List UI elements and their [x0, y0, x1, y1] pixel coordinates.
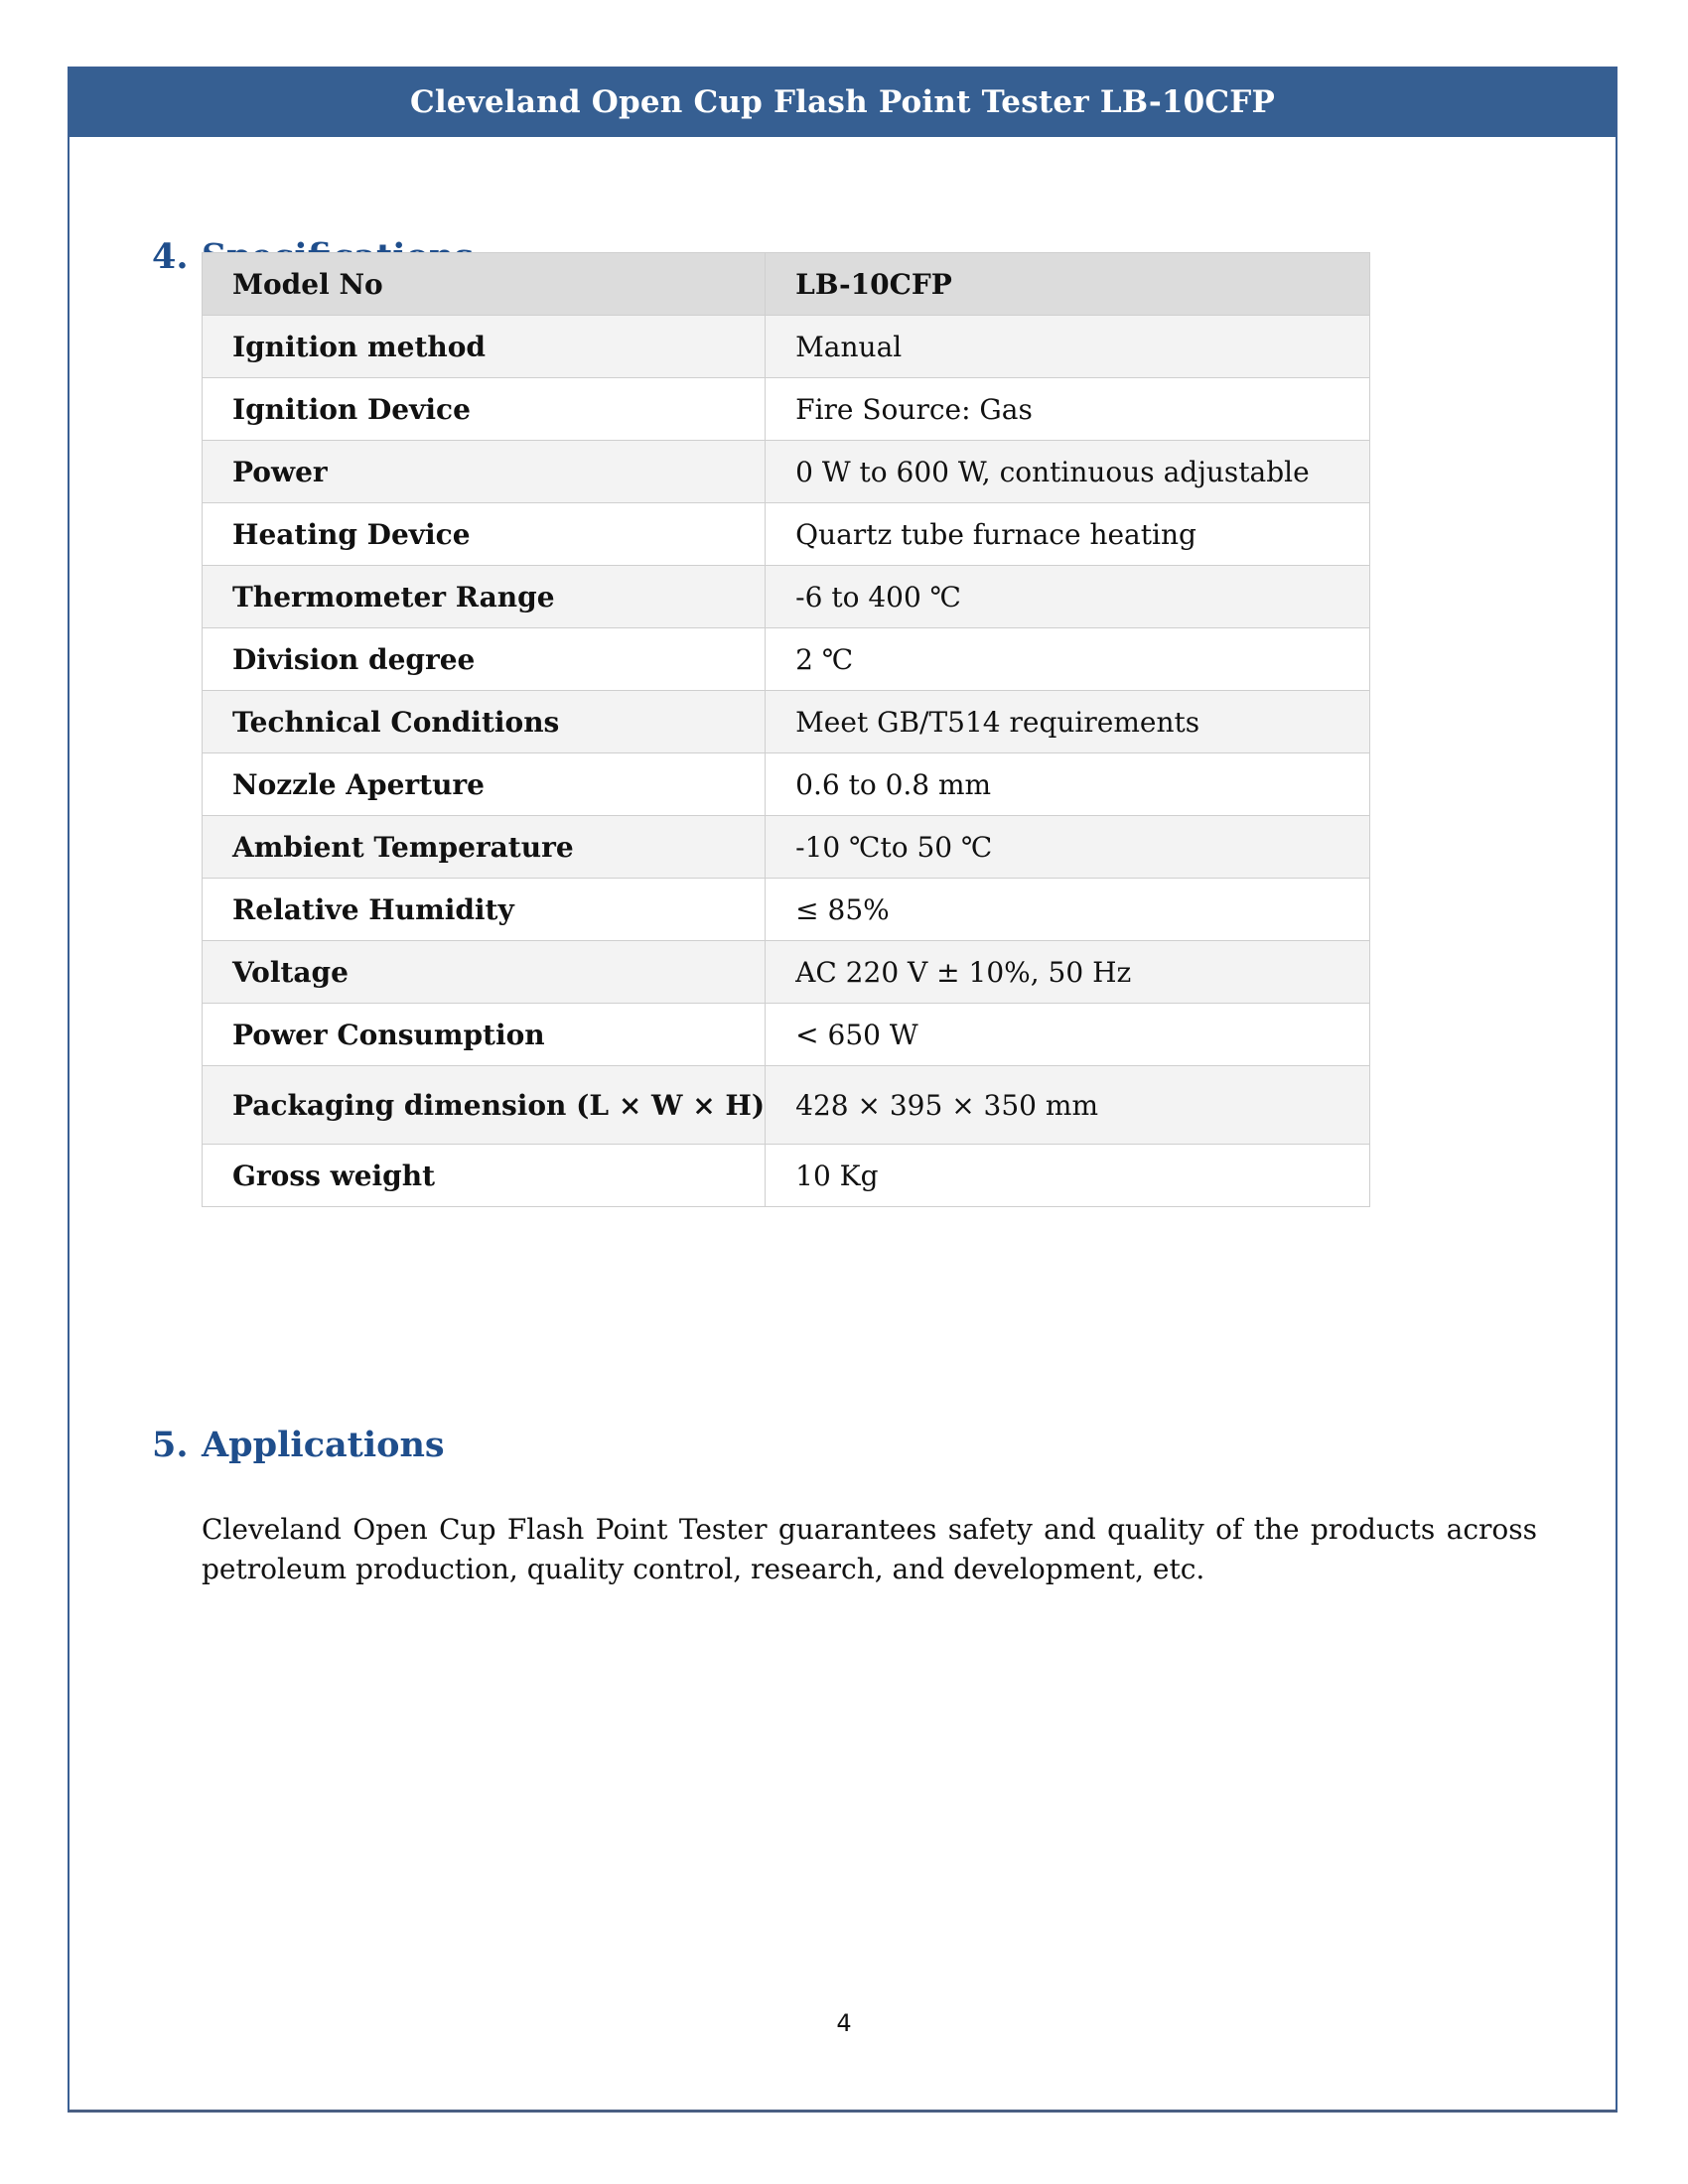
spec-label: Ambient Temperature: [203, 816, 766, 879]
spec-label: Technical Conditions: [203, 691, 766, 753]
table-row: [203, 879, 1370, 941]
spec-value: -10 ℃to 50 ℃: [766, 816, 1370, 879]
spec-label: Power: [203, 441, 766, 503]
table-row: [203, 441, 1370, 503]
table-row: [203, 816, 1370, 879]
spec-label: Heating Device: [203, 503, 766, 566]
spec-value: 2 ℃: [766, 628, 1370, 691]
spec-label: Ignition method: [203, 316, 766, 378]
table-row: [203, 566, 1370, 628]
spec-label: Ignition Device: [203, 378, 766, 441]
spec-value: Manual: [766, 316, 1370, 378]
applications-number: 5.: [152, 1425, 189, 1465]
table-row: [203, 1145, 1370, 1207]
specifications-table: [202, 252, 1370, 1207]
spec-value: AC 220 V ± 10%, 50 Hz: [766, 941, 1370, 1004]
spec-value: -6 to 400 ℃: [766, 566, 1370, 628]
spec-label: Voltage: [203, 941, 766, 1004]
spec-label: Relative Humidity: [203, 879, 766, 941]
spec-label: Packaging dimension (L × W × H): [203, 1066, 766, 1145]
spec-label: Power Consumption: [203, 1004, 766, 1066]
table-row: [203, 503, 1370, 566]
table-row: [203, 691, 1370, 753]
page-number: 4: [836, 2009, 852, 2037]
spec-value: 0 W to 600 W, continuous adjustable: [766, 441, 1370, 503]
spec-label: Gross weight: [203, 1145, 766, 1207]
spec-label: Thermometer Range: [203, 566, 766, 628]
spec-value: ≤ 85%: [766, 879, 1370, 941]
spec-value: 0.6 to 0.8 mm: [766, 753, 1370, 816]
spec-value: 428 × 395 × 350 mm: [766, 1066, 1370, 1145]
spec-value: Meet GB/T514 requirements: [766, 691, 1370, 753]
table-row: [203, 941, 1370, 1004]
specifications-number: 4.: [152, 236, 189, 277]
page-title-banner: Cleveland Open Cup Flash Point Tester LB-10CFP: [70, 68, 1616, 137]
spec-value: LB-10CFP: [766, 253, 1370, 316]
table-row: [203, 628, 1370, 691]
applications-paragraph: Cleveland Open Cup Flash Point Tester guarantees safety and quality of the products across petroleum production, quality control, research, and development, etc.: [202, 1513, 1537, 1585]
applications-heading: [152, 1425, 445, 1465]
table-row: [203, 316, 1370, 378]
spec-value: 10 Kg: [766, 1145, 1370, 1207]
spec-label: Nozzle Aperture: [203, 753, 766, 816]
spec-label: Division degree: [203, 628, 766, 691]
table-row: [203, 753, 1370, 816]
table-row: [203, 253, 1370, 316]
table-row: [203, 1004, 1370, 1066]
table-row: [203, 378, 1370, 441]
applications-title: Applications: [202, 1425, 445, 1465]
table-row: [203, 1066, 1370, 1145]
spec-value: Quartz tube furnace heating: [766, 503, 1370, 566]
spec-value: < 650 W: [766, 1004, 1370, 1066]
spec-value: Fire Source: Gas: [766, 378, 1370, 441]
spec-label: Model No: [203, 253, 766, 316]
